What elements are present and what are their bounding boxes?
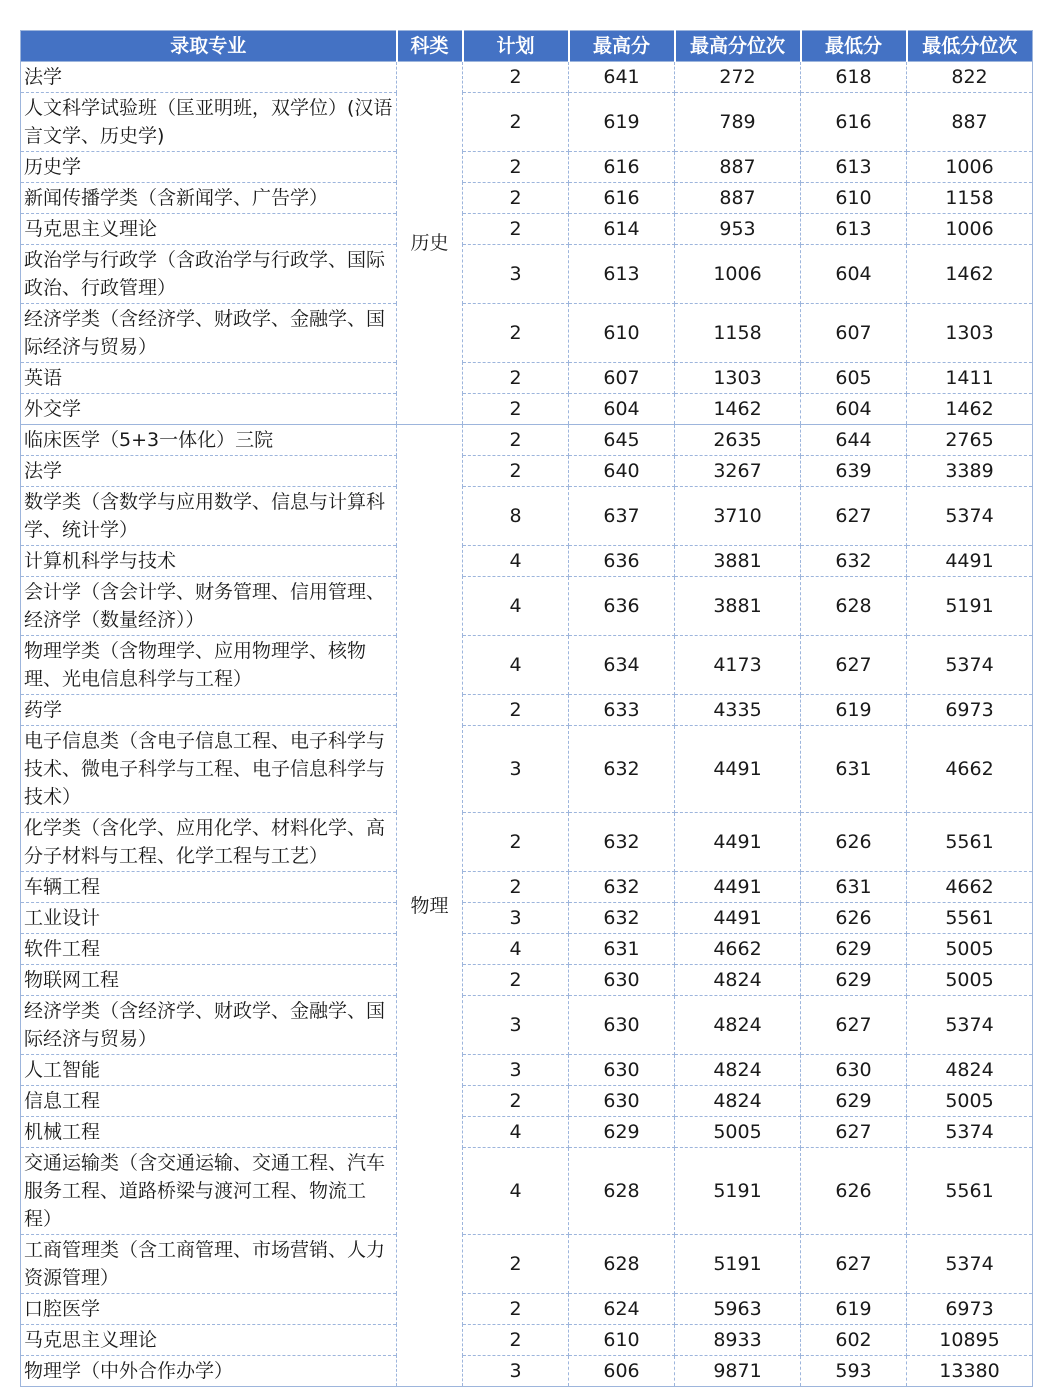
- table-row: [21, 934, 1033, 965]
- plan-cell: 3: [463, 903, 569, 934]
- header-min-score: 最低分: [801, 31, 907, 62]
- max-rank-cell: 5191: [675, 1235, 801, 1294]
- min-rank-cell: 1158: [907, 183, 1033, 214]
- max-score-cell: 632: [569, 726, 675, 813]
- max-score-cell: 641: [569, 62, 675, 93]
- min-score-cell: 627: [801, 1235, 907, 1294]
- max-score-cell: 632: [569, 813, 675, 872]
- table-body: [21, 62, 1033, 1387]
- plan-cell: 2: [463, 1086, 569, 1117]
- max-rank-cell: 4491: [675, 903, 801, 934]
- min-rank-cell: 5191: [907, 577, 1033, 636]
- table-row: [21, 1117, 1033, 1148]
- max-rank-cell: 4173: [675, 636, 801, 695]
- max-score-cell: 607: [569, 363, 675, 394]
- min-rank-cell: 5005: [907, 934, 1033, 965]
- max-score-cell: 636: [569, 546, 675, 577]
- min-rank-cell: 5561: [907, 1148, 1033, 1235]
- min-score-cell: 593: [801, 1356, 907, 1387]
- header-max-rank: 最高分位次: [675, 31, 801, 62]
- min-score-cell: 627: [801, 996, 907, 1055]
- max-score-cell: 624: [569, 1294, 675, 1325]
- max-rank-cell: 272: [675, 62, 801, 93]
- min-score-cell: 631: [801, 726, 907, 813]
- max-rank-cell: 5005: [675, 1117, 801, 1148]
- max-score-cell: 619: [569, 93, 675, 152]
- category-cell: 物理: [397, 425, 463, 1387]
- table-row: [21, 996, 1033, 1055]
- major-cell: 临床医学（5+3一体化）三院: [21, 425, 397, 456]
- table-row: [21, 183, 1033, 214]
- header-max-score: 最高分: [569, 31, 675, 62]
- max-rank-cell: 3267: [675, 456, 801, 487]
- min-score-cell: 626: [801, 903, 907, 934]
- major-cell: 历史学: [21, 152, 397, 183]
- major-cell: 物理学（中外合作办学）: [21, 1356, 397, 1387]
- min-score-cell: 604: [801, 245, 907, 304]
- major-cell: 政治学与行政学（含政治学与行政学、国际政治、行政管理）: [21, 245, 397, 304]
- plan-cell: 2: [463, 62, 569, 93]
- min-rank-cell: 1006: [907, 214, 1033, 245]
- plan-cell: 4: [463, 934, 569, 965]
- min-rank-cell: 1303: [907, 304, 1033, 363]
- min-rank-cell: 3389: [907, 456, 1033, 487]
- max-rank-cell: 4824: [675, 965, 801, 996]
- table-row: [21, 577, 1033, 636]
- min-score-cell: 629: [801, 965, 907, 996]
- major-cell: 信息工程: [21, 1086, 397, 1117]
- table-row: [21, 1055, 1033, 1086]
- major-cell: 新闻传播学类（含新闻学、广告学）: [21, 183, 397, 214]
- plan-cell: 2: [463, 1325, 569, 1356]
- plan-cell: 3: [463, 726, 569, 813]
- min-rank-cell: 6973: [907, 695, 1033, 726]
- max-score-cell: 630: [569, 965, 675, 996]
- major-cell: 会计学（含会计学、财务管理、信用管理、经济学（数量经济））: [21, 577, 397, 636]
- min-score-cell: 605: [801, 363, 907, 394]
- max-score-cell: 634: [569, 636, 675, 695]
- category-cell: 历史: [397, 62, 463, 425]
- plan-cell: 2: [463, 152, 569, 183]
- plan-cell: 2: [463, 695, 569, 726]
- major-cell: 法学: [21, 456, 397, 487]
- min-score-cell: 604: [801, 394, 907, 425]
- max-rank-cell: 3710: [675, 487, 801, 546]
- plan-cell: 2: [463, 93, 569, 152]
- max-rank-cell: 1303: [675, 363, 801, 394]
- table-row: [21, 456, 1033, 487]
- max-rank-cell: 789: [675, 93, 801, 152]
- table-row: [21, 546, 1033, 577]
- max-rank-cell: 4824: [675, 1055, 801, 1086]
- max-rank-cell: 4662: [675, 934, 801, 965]
- min-rank-cell: 5561: [907, 813, 1033, 872]
- major-cell: 人文科学试验班（匡亚明班，双学位）(汉语言文学、历史学): [21, 93, 397, 152]
- table-row: [21, 872, 1033, 903]
- plan-cell: 2: [463, 813, 569, 872]
- max-score-cell: 629: [569, 1117, 675, 1148]
- min-score-cell: 616: [801, 93, 907, 152]
- min-score-cell: 628: [801, 577, 907, 636]
- min-rank-cell: 887: [907, 93, 1033, 152]
- table-row: [21, 245, 1033, 304]
- min-rank-cell: 10895: [907, 1325, 1033, 1356]
- min-score-cell: 602: [801, 1325, 907, 1356]
- major-cell: 工商管理类（含工商管理、市场营销、人力资源管理）: [21, 1235, 397, 1294]
- plan-cell: 2: [463, 183, 569, 214]
- max-rank-cell: 3881: [675, 546, 801, 577]
- plan-cell: 3: [463, 1356, 569, 1387]
- table-row: [21, 62, 1033, 93]
- header-plan: 计划: [463, 31, 569, 62]
- min-score-cell: 627: [801, 1117, 907, 1148]
- min-rank-cell: 13380: [907, 1356, 1033, 1387]
- max-score-cell: 630: [569, 1055, 675, 1086]
- major-cell: 计算机科学与技术: [21, 546, 397, 577]
- max-score-cell: 628: [569, 1148, 675, 1235]
- max-score-cell: 614: [569, 214, 675, 245]
- min-rank-cell: 1462: [907, 245, 1033, 304]
- plan-cell: 2: [463, 1235, 569, 1294]
- max-score-cell: 616: [569, 183, 675, 214]
- max-rank-cell: 887: [675, 152, 801, 183]
- plan-cell: 2: [463, 304, 569, 363]
- max-score-cell: 633: [569, 695, 675, 726]
- plan-cell: 2: [463, 456, 569, 487]
- min-rank-cell: 822: [907, 62, 1033, 93]
- max-score-cell: 632: [569, 903, 675, 934]
- max-rank-cell: 953: [675, 214, 801, 245]
- table-row: [21, 363, 1033, 394]
- table-row: [21, 487, 1033, 546]
- max-score-cell: 630: [569, 1086, 675, 1117]
- table-row: [21, 1148, 1033, 1235]
- table-header-row: [21, 31, 1033, 62]
- min-rank-cell: 5374: [907, 487, 1033, 546]
- min-rank-cell: 4662: [907, 872, 1033, 903]
- max-rank-cell: 1006: [675, 245, 801, 304]
- max-score-cell: 637: [569, 487, 675, 546]
- table-row: [21, 965, 1033, 996]
- table-row: [21, 813, 1033, 872]
- plan-cell: 2: [463, 425, 569, 456]
- plan-cell: 4: [463, 577, 569, 636]
- min-score-cell: 639: [801, 456, 907, 487]
- max-score-cell: 610: [569, 304, 675, 363]
- min-rank-cell: 5005: [907, 1086, 1033, 1117]
- min-rank-cell: 4824: [907, 1055, 1033, 1086]
- min-score-cell: 610: [801, 183, 907, 214]
- max-rank-cell: 9871: [675, 1356, 801, 1387]
- major-cell: 口腔医学: [21, 1294, 397, 1325]
- major-cell: 物联网工程: [21, 965, 397, 996]
- max-rank-cell: 2635: [675, 425, 801, 456]
- max-rank-cell: 4491: [675, 813, 801, 872]
- plan-cell: 8: [463, 487, 569, 546]
- plan-cell: 2: [463, 872, 569, 903]
- major-cell: 马克思主义理论: [21, 1325, 397, 1356]
- table-row: [21, 93, 1033, 152]
- plan-cell: 4: [463, 1117, 569, 1148]
- table-row: [21, 1294, 1033, 1325]
- plan-cell: 4: [463, 1148, 569, 1235]
- min-score-cell: 626: [801, 1148, 907, 1235]
- table-row: [21, 726, 1033, 813]
- min-score-cell: 630: [801, 1055, 907, 1086]
- min-score-cell: 619: [801, 695, 907, 726]
- major-cell: 数学类（含数学与应用数学、信息与计算科学、统计学）: [21, 487, 397, 546]
- table-row: [21, 1086, 1033, 1117]
- table-row: [21, 394, 1033, 425]
- min-score-cell: 613: [801, 214, 907, 245]
- major-cell: 经济学类（含经济学、财政学、金融学、国际经济与贸易）: [21, 304, 397, 363]
- min-rank-cell: 1006: [907, 152, 1033, 183]
- table-row: [21, 636, 1033, 695]
- major-cell: 工业设计: [21, 903, 397, 934]
- min-score-cell: 627: [801, 636, 907, 695]
- min-rank-cell: 5374: [907, 1117, 1033, 1148]
- max-rank-cell: 5191: [675, 1148, 801, 1235]
- plan-cell: 3: [463, 1055, 569, 1086]
- min-score-cell: 618: [801, 62, 907, 93]
- min-score-cell: 631: [801, 872, 907, 903]
- max-rank-cell: 887: [675, 183, 801, 214]
- min-score-cell: 626: [801, 813, 907, 872]
- plan-cell: 2: [463, 965, 569, 996]
- min-rank-cell: 4662: [907, 726, 1033, 813]
- min-rank-cell: 5561: [907, 903, 1033, 934]
- min-rank-cell: 5005: [907, 965, 1033, 996]
- max-rank-cell: 4491: [675, 872, 801, 903]
- table-row: [21, 1356, 1033, 1387]
- min-score-cell: 632: [801, 546, 907, 577]
- table-row: [21, 1325, 1033, 1356]
- min-score-cell: 627: [801, 487, 907, 546]
- min-rank-cell: 6973: [907, 1294, 1033, 1325]
- max-score-cell: 640: [569, 456, 675, 487]
- min-rank-cell: 1411: [907, 363, 1033, 394]
- min-rank-cell: 1462: [907, 394, 1033, 425]
- major-cell: 交通运输类（含交通运输、交通工程、汽车服务工程、道路桥梁与渡河工程、物流工程）: [21, 1148, 397, 1235]
- max-rank-cell: 8933: [675, 1325, 801, 1356]
- plan-cell: 4: [463, 546, 569, 577]
- max-score-cell: 645: [569, 425, 675, 456]
- max-score-cell: 628: [569, 1235, 675, 1294]
- max-rank-cell: 4491: [675, 726, 801, 813]
- plan-cell: 3: [463, 245, 569, 304]
- max-score-cell: 610: [569, 1325, 675, 1356]
- max-rank-cell: 1158: [675, 304, 801, 363]
- min-rank-cell: 2765: [907, 425, 1033, 456]
- table-row: [21, 152, 1033, 183]
- major-cell: 外交学: [21, 394, 397, 425]
- plan-cell: 2: [463, 214, 569, 245]
- plan-cell: 3: [463, 996, 569, 1055]
- major-cell: 物理学类（含物理学、应用物理学、核物理、光电信息科学与工程）: [21, 636, 397, 695]
- major-cell: 车辆工程: [21, 872, 397, 903]
- min-rank-cell: 5374: [907, 636, 1033, 695]
- min-rank-cell: 4491: [907, 546, 1033, 577]
- min-rank-cell: 5374: [907, 1235, 1033, 1294]
- header-min-rank: 最低分位次: [907, 31, 1033, 62]
- min-rank-cell: 5374: [907, 996, 1033, 1055]
- max-score-cell: 631: [569, 934, 675, 965]
- max-score-cell: 632: [569, 872, 675, 903]
- max-score-cell: 616: [569, 152, 675, 183]
- header-category: 科类: [397, 31, 463, 62]
- major-cell: 法学: [21, 62, 397, 93]
- plan-cell: 4: [463, 636, 569, 695]
- max-rank-cell: 3881: [675, 577, 801, 636]
- plan-cell: 2: [463, 1294, 569, 1325]
- major-cell: 马克思主义理论: [21, 214, 397, 245]
- table-row: [21, 903, 1033, 934]
- max-rank-cell: 4335: [675, 695, 801, 726]
- admission-scores-table: [20, 30, 1033, 1387]
- major-cell: 药学: [21, 695, 397, 726]
- max-score-cell: 630: [569, 996, 675, 1055]
- max-rank-cell: 4824: [675, 1086, 801, 1117]
- min-score-cell: 619: [801, 1294, 907, 1325]
- admission-table-container: [20, 30, 1032, 1387]
- max-score-cell: 613: [569, 245, 675, 304]
- major-cell: 电子信息类（含电子信息工程、电子科学与技术、微电子科学与工程、电子信息科学与技术）: [21, 726, 397, 813]
- max-rank-cell: 5963: [675, 1294, 801, 1325]
- major-cell: 英语: [21, 363, 397, 394]
- table-row: [21, 1235, 1033, 1294]
- table-row: [21, 304, 1033, 363]
- max-score-cell: 606: [569, 1356, 675, 1387]
- max-rank-cell: 4824: [675, 996, 801, 1055]
- table-row: [21, 695, 1033, 726]
- major-cell: 经济学类（含经济学、财政学、金融学、国际经济与贸易）: [21, 996, 397, 1055]
- table-row: [21, 425, 1033, 456]
- major-cell: 机械工程: [21, 1117, 397, 1148]
- max-score-cell: 636: [569, 577, 675, 636]
- max-rank-cell: 1462: [675, 394, 801, 425]
- min-score-cell: 629: [801, 934, 907, 965]
- table-row: [21, 214, 1033, 245]
- major-cell: 软件工程: [21, 934, 397, 965]
- major-cell: 化学类（含化学、应用化学、材料化学、高分子材料与工程、化学工程与工艺）: [21, 813, 397, 872]
- min-score-cell: 629: [801, 1086, 907, 1117]
- max-score-cell: 604: [569, 394, 675, 425]
- min-score-cell: 607: [801, 304, 907, 363]
- min-score-cell: 613: [801, 152, 907, 183]
- plan-cell: 2: [463, 394, 569, 425]
- plan-cell: 2: [463, 363, 569, 394]
- major-cell: 人工智能: [21, 1055, 397, 1086]
- min-score-cell: 644: [801, 425, 907, 456]
- header-major: 录取专业: [21, 31, 397, 62]
